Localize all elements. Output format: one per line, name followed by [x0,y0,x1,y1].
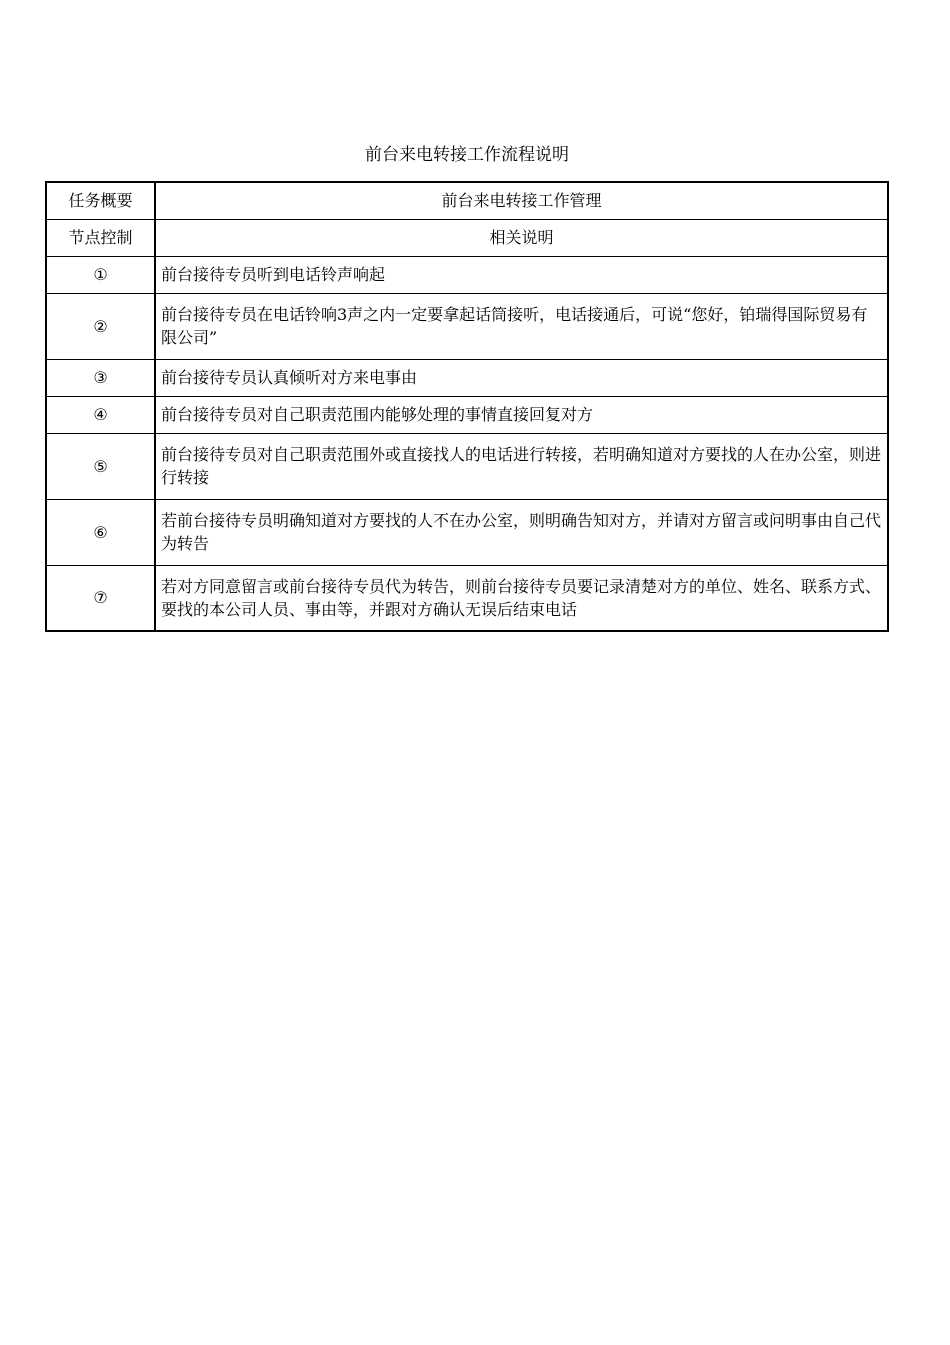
workflow-table [45,181,889,632]
step-node: ⑥ [46,499,155,565]
step-node: ④ [46,396,155,433]
document-title: 前台来电转接工作流程说明 [365,145,569,165]
table-row [46,256,888,293]
step-description: 若前台接待专员明确知道对方要找的人不在办公室，则明确告知对方，并请对方留言或问明事由自己代为转告 [155,499,888,565]
step-node: ② [46,293,155,359]
step-description: 前台接待专员在电话铃响3声之内一定要拿起话筒接听，电话接通后，可说“您好，铂瑞得国际贸易有限公司” [155,293,888,359]
step-description: 前台接待专员对自己职责范围外或直接找人的电话进行转接，若明确知道对方要找的人在办公室，则进行转接 [155,433,888,499]
step-node: ⑦ [46,565,155,631]
step-node: ③ [46,359,155,396]
step-description: 前台接待专员认真倾听对方来电事由 [155,359,888,396]
table-row [46,396,888,433]
table-row [46,433,888,499]
step-description: 若对方同意留言或前台接待专员代为转告，则前台接待专员要记录清楚对方的单位、姓名、联系方式、要找的本公司人员、事由等，并跟对方确认无误后结束电话 [155,565,888,631]
table-row-node-header [46,219,888,256]
node-control-header: 节点控制 [46,219,155,256]
step-description: 前台接待专员听到电话铃声响起 [155,256,888,293]
table-row [46,293,888,359]
step-node: ⑤ [46,433,155,499]
table-row-task-summary [46,182,888,219]
table-row [46,499,888,565]
task-summary-label: 任务概要 [46,182,155,219]
step-description: 前台接待专员对自己职责范围内能够处理的事情直接回复对方 [155,396,888,433]
table-row [46,359,888,396]
step-node: ① [46,256,155,293]
table-row [46,565,888,631]
description-header: 相关说明 [155,219,888,256]
task-summary-value: 前台来电转接工作管理 [155,182,888,219]
